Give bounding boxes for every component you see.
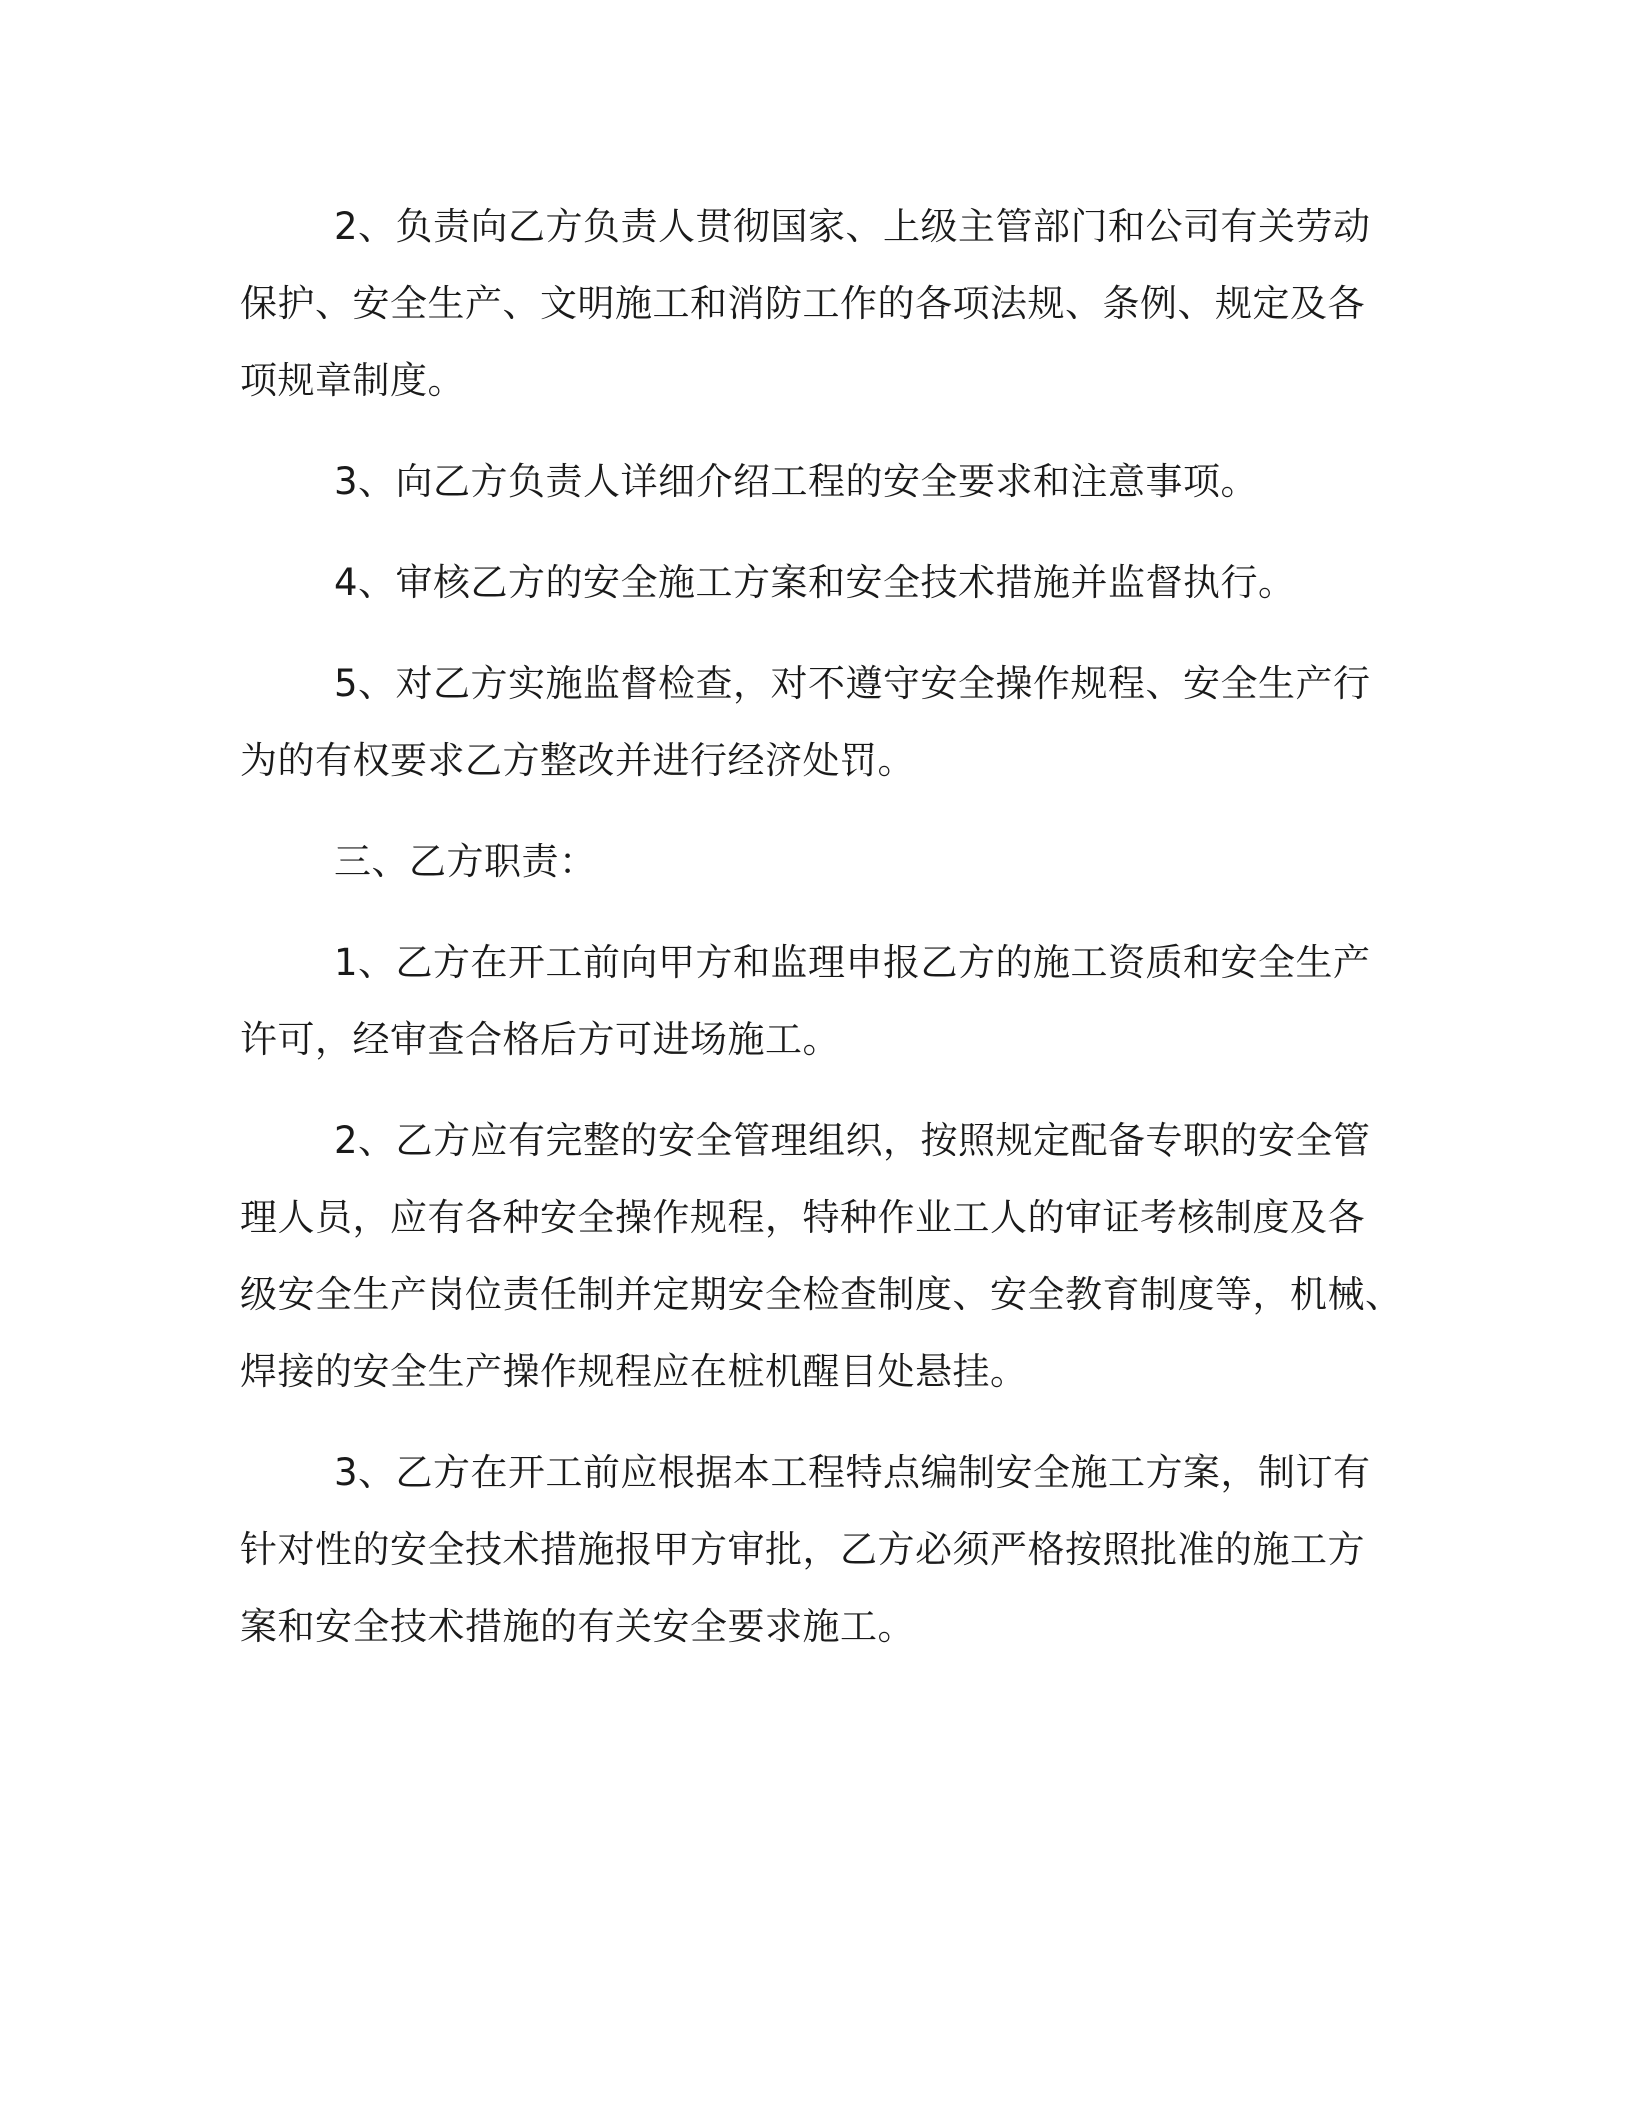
text-line: 3、向乙方负责人详细介绍工程的安全要求和注意事项。 [334, 460, 1259, 503]
paragraph-party-a-duty-3 [240, 443, 1390, 520]
paragraph-party-b-duty-3 [240, 1434, 1390, 1665]
section-heading-text: 三、乙方职责： [334, 840, 597, 883]
text-line: 许可，经审查合格后方可进场施工。 [240, 1018, 840, 1061]
section-heading-party-b-duties [240, 823, 1390, 900]
text-line: 级安全生产岗位责任制并定期安全检查制度、安全教育制度等，机械、 [240, 1273, 1403, 1316]
text-line: 4、审核乙方的安全施工方案和安全技术措施并监督执行。 [334, 561, 1296, 604]
text-line: 1、乙方在开工前向甲方和监理申报乙方的施工资质和安全生产 [334, 941, 1371, 984]
text-line: 保护、安全生产、文明施工和消防工作的各项法规、条例、规定及各 [240, 282, 1365, 325]
text-line: 针对性的安全技术措施报甲方审批，乙方必须严格按照批准的施工方 [240, 1528, 1365, 1571]
text-line: 项规章制度。 [240, 359, 465, 402]
text-line: 理人员，应有各种安全操作规程，特种作业工人的审证考核制度及各 [240, 1196, 1365, 1239]
text-line: 2、负责向乙方负责人贯彻国家、上级主管部门和公司有关劳动 [334, 205, 1371, 248]
text-line: 3、乙方在开工前应根据本工程特点编制安全施工方案，制订有 [334, 1451, 1371, 1494]
paragraph-party-b-duty-2 [240, 1102, 1403, 1410]
paragraph-party-a-duty-5 [240, 645, 1390, 799]
document-body [240, 188, 1403, 1689]
paragraph-party-a-duty-2 [240, 188, 1390, 419]
text-line: 5、对乙方实施监督检查，对不遵守安全操作规程、安全生产行 [334, 662, 1371, 705]
text-line: 为的有权要求乙方整改并进行经济处罚。 [240, 739, 915, 782]
text-line: 案和安全技术措施的有关安全要求施工。 [240, 1605, 915, 1648]
paragraph-party-b-duty-1 [240, 924, 1390, 1078]
text-line: 2、乙方应有完整的安全管理组织，按照规定配备专职的安全管 [334, 1119, 1371, 1162]
text-line: 焊接的安全生产操作规程应在桩机醒目处悬挂。 [240, 1350, 1028, 1393]
paragraph-party-a-duty-4 [240, 544, 1390, 621]
